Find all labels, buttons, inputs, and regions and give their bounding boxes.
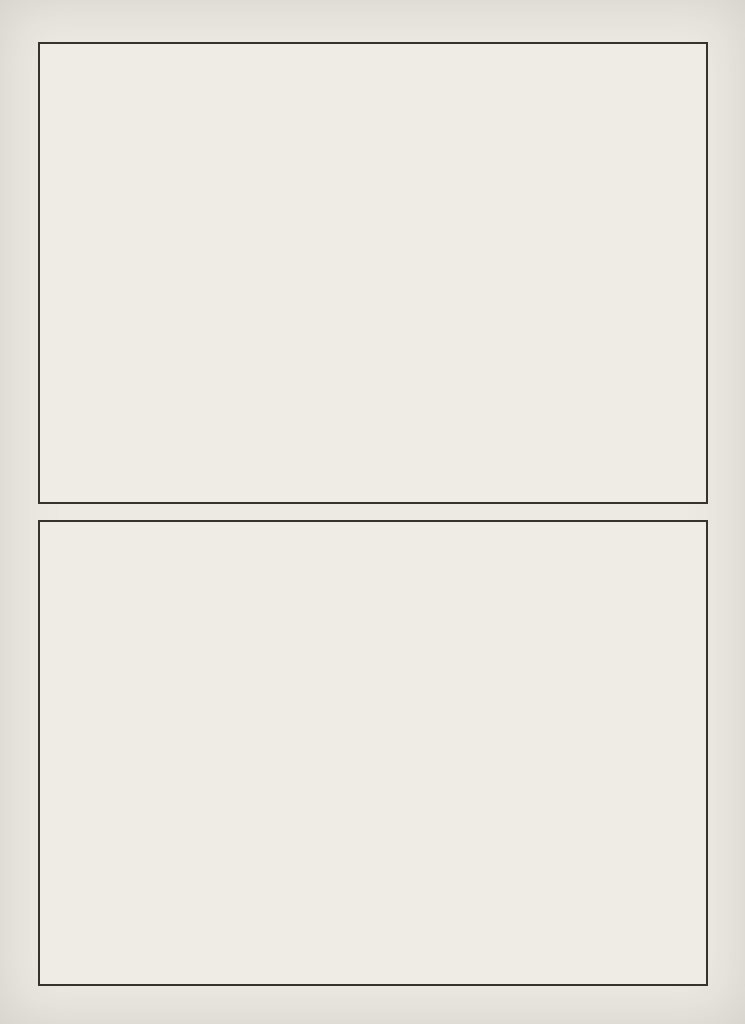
roster-table-bottom [38, 520, 708, 986]
roster-table-top [38, 42, 708, 504]
